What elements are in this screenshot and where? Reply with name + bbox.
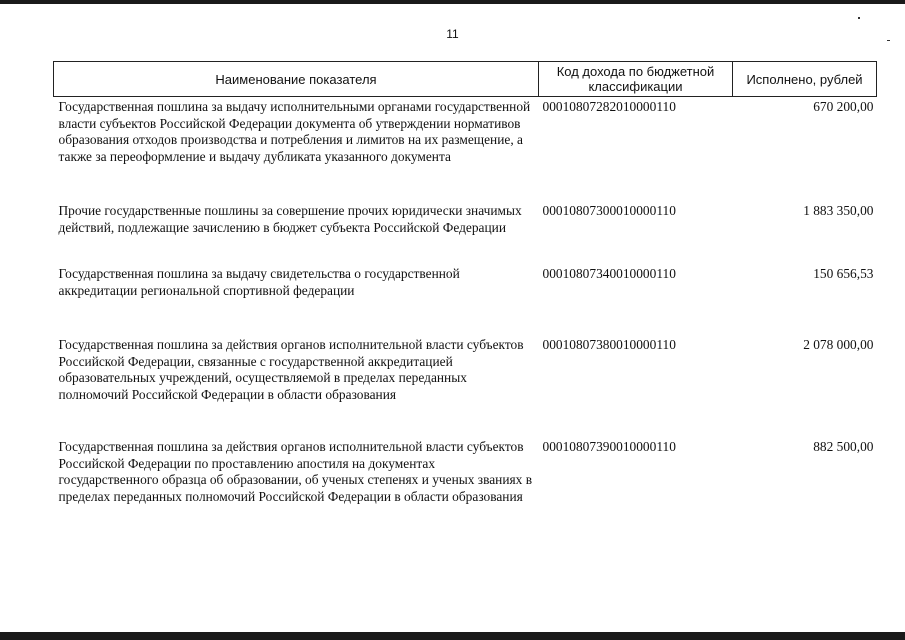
- indicator-name: Государственная пошлина за выдачу свидетельства о государственной аккредитации региональной спортивной федерации: [58, 266, 460, 298]
- table-row: [54, 334, 877, 436]
- executed-amount: 1 883 350,00: [803, 203, 874, 218]
- revenue-code: 00010807282010000110: [542, 99, 676, 114]
- table-row: [54, 263, 877, 334]
- table-row: [54, 97, 877, 200]
- column-header-name: Наименование показателя: [54, 62, 539, 97]
- column-header-code: Код дохода по бюджетной классификации: [539, 62, 733, 97]
- table-header-row: [54, 62, 877, 97]
- indicator-name: Государственная пошлина за действия органов исполнительной власти субъектов Российской Федерации по проставлению апостиля на документах государственного образца об образовании, об ученых степенях и ученых званиях в пределах переданных полномочий Российской Федерации в области образования: [58, 439, 533, 504]
- revenue-code: 00010807300010000110: [542, 203, 676, 218]
- revenue-code: 00010807340010000110: [542, 266, 676, 281]
- revenue-code: 00010807390010000110: [542, 439, 676, 454]
- table-row: [54, 199, 877, 263]
- indicator-name: Прочие государственные пошлины за совершение прочих юридически значимых действий, подлежащие зачислению в бюджет субъекта Российской Федерации: [58, 203, 522, 235]
- indicator-name: Государственная пошлина за действия органов исполнительной власти субъектов Российской Федерации, связанные с государственной аккредитацией образовательных учреждений, осуществляемой в пределах переданных полномочий Российской Федерации в области образования: [58, 337, 524, 402]
- indicator-name: Государственная пошлина за выдачу исполнительными органами государственной власти субъектов Российской Федерации документа об утверждении нормативов образования отходов производства и потребления и лимитов на их размещение, а также за переоформление и выдачу дубликата указанного документа: [58, 99, 531, 164]
- scan-border-top: [0, 0, 905, 4]
- executed-amount: 882 500,00: [813, 439, 874, 454]
- revenue-table: [53, 61, 877, 527]
- scan-border-bottom: [0, 632, 905, 640]
- executed-amount: 2 078 000,00: [803, 337, 874, 352]
- table-row: [54, 436, 877, 527]
- page-number: 11: [446, 27, 459, 41]
- revenue-code: 00010807380010000110: [542, 337, 676, 352]
- scan-speck: [858, 17, 860, 19]
- column-header-amount: Исполнено, рублей: [733, 62, 877, 97]
- executed-amount: 150 656,53: [813, 266, 874, 281]
- executed-amount: 670 200,00: [813, 99, 874, 114]
